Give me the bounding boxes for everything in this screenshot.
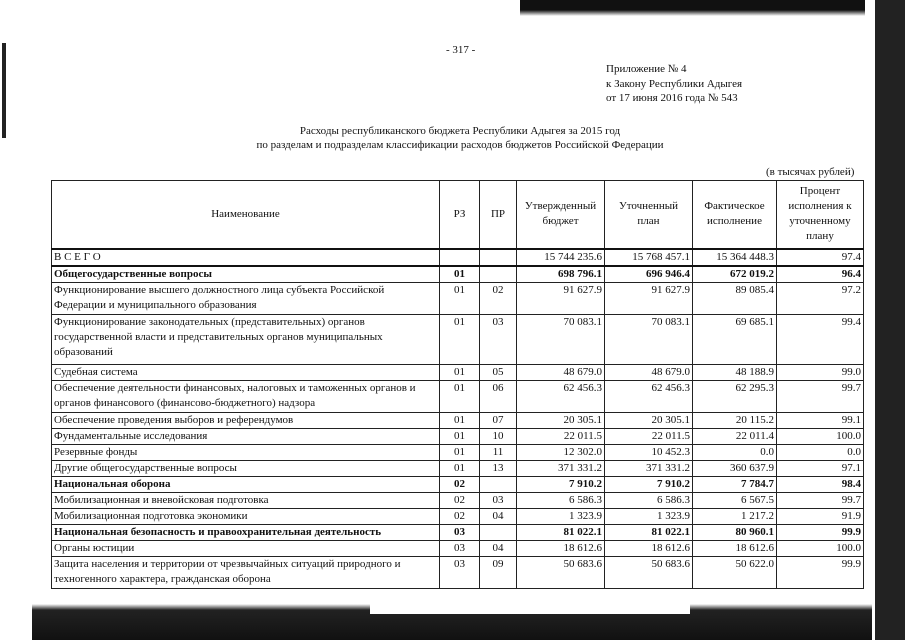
header-percent: Процент исполнения к уточненному плану — [777, 181, 864, 249]
cell-rz: 01 — [440, 364, 480, 380]
appendix-line-3: от 17 июня 2016 года № 543 — [606, 92, 738, 104]
header-actual: Фактическое исполнение — [693, 181, 777, 249]
cell-approved: 1 323.9 — [517, 508, 605, 524]
table-row — [52, 314, 864, 364]
cell-approved: 50 683.6 — [517, 556, 605, 588]
table-row — [52, 282, 864, 314]
cell-name: Обеспечение проведения выборов и референдумов — [52, 412, 440, 428]
cell-pr: 10 — [480, 428, 517, 444]
cell-percent: 99.1 — [777, 412, 864, 428]
title-line-2: по разделам и подразделам классификации расходов бюджетов Российской Федерации — [256, 139, 664, 151]
table-row — [52, 380, 864, 412]
cell-pr: 04 — [480, 540, 517, 556]
cell-rz: 01 — [440, 428, 480, 444]
cell-actual: 672 019.2 — [693, 266, 777, 283]
cell-approved: 15 744 235.6 — [517, 249, 605, 266]
cell-percent: 97.1 — [777, 460, 864, 476]
cell-actual: 20 115.2 — [693, 412, 777, 428]
cell-pr: 03 — [480, 314, 517, 364]
cell-rz: 02 — [440, 492, 480, 508]
cell-pr: 07 — [480, 412, 517, 428]
cell-percent: 99.9 — [777, 556, 864, 588]
document-title — [220, 124, 700, 152]
cell-refined: 18 612.6 — [605, 540, 693, 556]
appendix-line-1: Приложение № 4 — [606, 63, 687, 75]
cell-refined: 371 331.2 — [605, 460, 693, 476]
units-note: (в тысячах рублей) — [766, 166, 855, 178]
cell-percent: 100.0 — [777, 428, 864, 444]
cell-refined: 48 679.0 — [605, 364, 693, 380]
cell-name: Мобилизационная подготовка экономики — [52, 508, 440, 524]
cell-percent: 99.9 — [777, 524, 864, 540]
cell-rz: 02 — [440, 508, 480, 524]
cell-approved: 91 627.9 — [517, 282, 605, 314]
cell-percent: 99.7 — [777, 492, 864, 508]
header-name: Наименование — [52, 181, 440, 249]
cell-pr — [480, 249, 517, 266]
cell-percent: 99.7 — [777, 380, 864, 412]
cell-name: Функционирование законодательных (представительных) органов государственной власти и представительных органов муниципальных образований — [52, 314, 440, 364]
cell-actual: 1 217.2 — [693, 508, 777, 524]
cell-approved: 6 586.3 — [517, 492, 605, 508]
cell-refined: 50 683.6 — [605, 556, 693, 588]
cell-actual: 0.0 — [693, 444, 777, 460]
page-number: - 317 - — [446, 44, 476, 56]
cell-actual: 89 085.4 — [693, 282, 777, 314]
cell-pr — [480, 476, 517, 492]
cell-name: Защита населения и территории от чрезвычайных ситуаций природного и техногенного характера, гражданская оборона — [52, 556, 440, 588]
cell-rz: 01 — [440, 282, 480, 314]
cell-rz: 02 — [440, 476, 480, 492]
table-row — [52, 444, 864, 460]
cell-rz: 03 — [440, 556, 480, 588]
cell-rz: 01 — [440, 460, 480, 476]
cell-pr: 09 — [480, 556, 517, 588]
cell-rz: 01 — [440, 380, 480, 412]
cell-name: Другие общегосударственные вопросы — [52, 460, 440, 476]
cell-percent: 97.2 — [777, 282, 864, 314]
cell-actual: 15 364 448.3 — [693, 249, 777, 266]
cell-pr: 13 — [480, 460, 517, 476]
cell-approved: 81 022.1 — [517, 524, 605, 540]
cell-rz — [440, 249, 480, 266]
cell-percent: 96.4 — [777, 266, 864, 283]
header-refined: Уточненный план — [605, 181, 693, 249]
cell-actual: 80 960.1 — [693, 524, 777, 540]
cell-rz: 03 — [440, 540, 480, 556]
cell-actual: 360 637.9 — [693, 460, 777, 476]
cell-refined: 1 323.9 — [605, 508, 693, 524]
cell-pr: 06 — [480, 380, 517, 412]
cell-refined: 22 011.5 — [605, 428, 693, 444]
budget-table — [51, 180, 864, 589]
cell-name: Обеспечение деятельности финансовых, налоговых и таможенных органов и органов финансового (финансово-бюджетного) надзора — [52, 380, 440, 412]
table-row — [52, 460, 864, 476]
scan-edge-right — [865, 0, 905, 640]
cell-name: Национальная оборона — [52, 476, 440, 492]
table-header-row — [52, 181, 864, 249]
cell-actual: 69 685.1 — [693, 314, 777, 364]
cell-percent: 100.0 — [777, 540, 864, 556]
cell-name: Мобилизационная и вневойсковая подготовка — [52, 492, 440, 508]
cell-refined: 20 305.1 — [605, 412, 693, 428]
table-row — [52, 492, 864, 508]
cell-approved: 18 612.6 — [517, 540, 605, 556]
cell-refined: 81 022.1 — [605, 524, 693, 540]
cell-refined: 696 946.4 — [605, 266, 693, 283]
cell-refined: 62 456.3 — [605, 380, 693, 412]
cell-approved: 7 910.2 — [517, 476, 605, 492]
cell-pr: 11 — [480, 444, 517, 460]
cell-approved: 22 011.5 — [517, 428, 605, 444]
cell-actual: 7 784.7 — [693, 476, 777, 492]
cell-approved: 62 456.3 — [517, 380, 605, 412]
cell-approved: 371 331.2 — [517, 460, 605, 476]
cell-actual: 62 295.3 — [693, 380, 777, 412]
cell-pr — [480, 266, 517, 283]
table-row — [52, 540, 864, 556]
table-row — [52, 428, 864, 444]
cell-refined: 91 627.9 — [605, 282, 693, 314]
cell-percent: 98.4 — [777, 476, 864, 492]
cell-pr: 03 — [480, 492, 517, 508]
table-row — [52, 476, 864, 492]
cell-percent: 99.0 — [777, 364, 864, 380]
cell-percent: 99.4 — [777, 314, 864, 364]
cell-rz: 03 — [440, 524, 480, 540]
header-approved: Утвержденный бюджет — [517, 181, 605, 249]
cell-name: Национальная безопасность и правоохранительная деятельность — [52, 524, 440, 540]
cell-actual: 18 612.6 — [693, 540, 777, 556]
cell-percent: 0.0 — [777, 444, 864, 460]
cell-name: Органы юстиции — [52, 540, 440, 556]
cell-pr: 04 — [480, 508, 517, 524]
cell-refined: 15 768 457.1 — [605, 249, 693, 266]
cell-name: Резервные фонды — [52, 444, 440, 460]
table-row — [52, 524, 864, 540]
cell-pr — [480, 524, 517, 540]
scan-edge-gap — [370, 600, 690, 614]
cell-actual: 48 188.9 — [693, 364, 777, 380]
cell-approved: 20 305.1 — [517, 412, 605, 428]
table-row — [52, 508, 864, 524]
table-row — [52, 364, 864, 380]
table-row — [52, 249, 864, 266]
cell-rz: 01 — [440, 266, 480, 283]
cell-rz: 01 — [440, 412, 480, 428]
cell-refined: 7 910.2 — [605, 476, 693, 492]
cell-name: Общегосударственные вопросы — [52, 266, 440, 283]
cell-name: Функционирование высшего должностного лица субъекта Российской Федерации и муниципального образования — [52, 282, 440, 314]
cell-name: Фундаментальные исследования — [52, 428, 440, 444]
scan-edge-top — [520, 0, 905, 16]
cell-actual: 6 567.5 — [693, 492, 777, 508]
table-row — [52, 556, 864, 588]
header-pr: ПР — [480, 181, 517, 249]
cell-name: Судебная система — [52, 364, 440, 380]
cell-actual: 22 011.4 — [693, 428, 777, 444]
cell-percent: 97.4 — [777, 249, 864, 266]
table-body — [52, 249, 864, 589]
cell-pr: 05 — [480, 364, 517, 380]
header-rz: РЗ — [440, 181, 480, 249]
cell-approved: 48 679.0 — [517, 364, 605, 380]
appendix-line-2: к Закону Республики Адыгея — [606, 77, 743, 90]
cell-approved: 70 083.1 — [517, 314, 605, 364]
title-line-1: Расходы республиканского бюджета Республики Адыгея за 2015 год — [299, 125, 621, 137]
cell-refined: 6 586.3 — [605, 492, 693, 508]
cell-actual: 50 622.0 — [693, 556, 777, 588]
cell-refined: 10 452.3 — [605, 444, 693, 460]
cell-rz: 01 — [440, 314, 480, 364]
scan-edge-left — [2, 43, 6, 138]
appendix-block — [606, 62, 742, 106]
cell-approved: 12 302.0 — [517, 444, 605, 460]
cell-approved: 698 796.1 — [517, 266, 605, 283]
table-row — [52, 266, 864, 283]
cell-pr: 02 — [480, 282, 517, 314]
cell-name: В С Е Г О — [52, 249, 440, 266]
table-row — [52, 412, 864, 428]
cell-refined: 70 083.1 — [605, 314, 693, 364]
cell-rz: 01 — [440, 444, 480, 460]
cell-percent: 91.9 — [777, 508, 864, 524]
